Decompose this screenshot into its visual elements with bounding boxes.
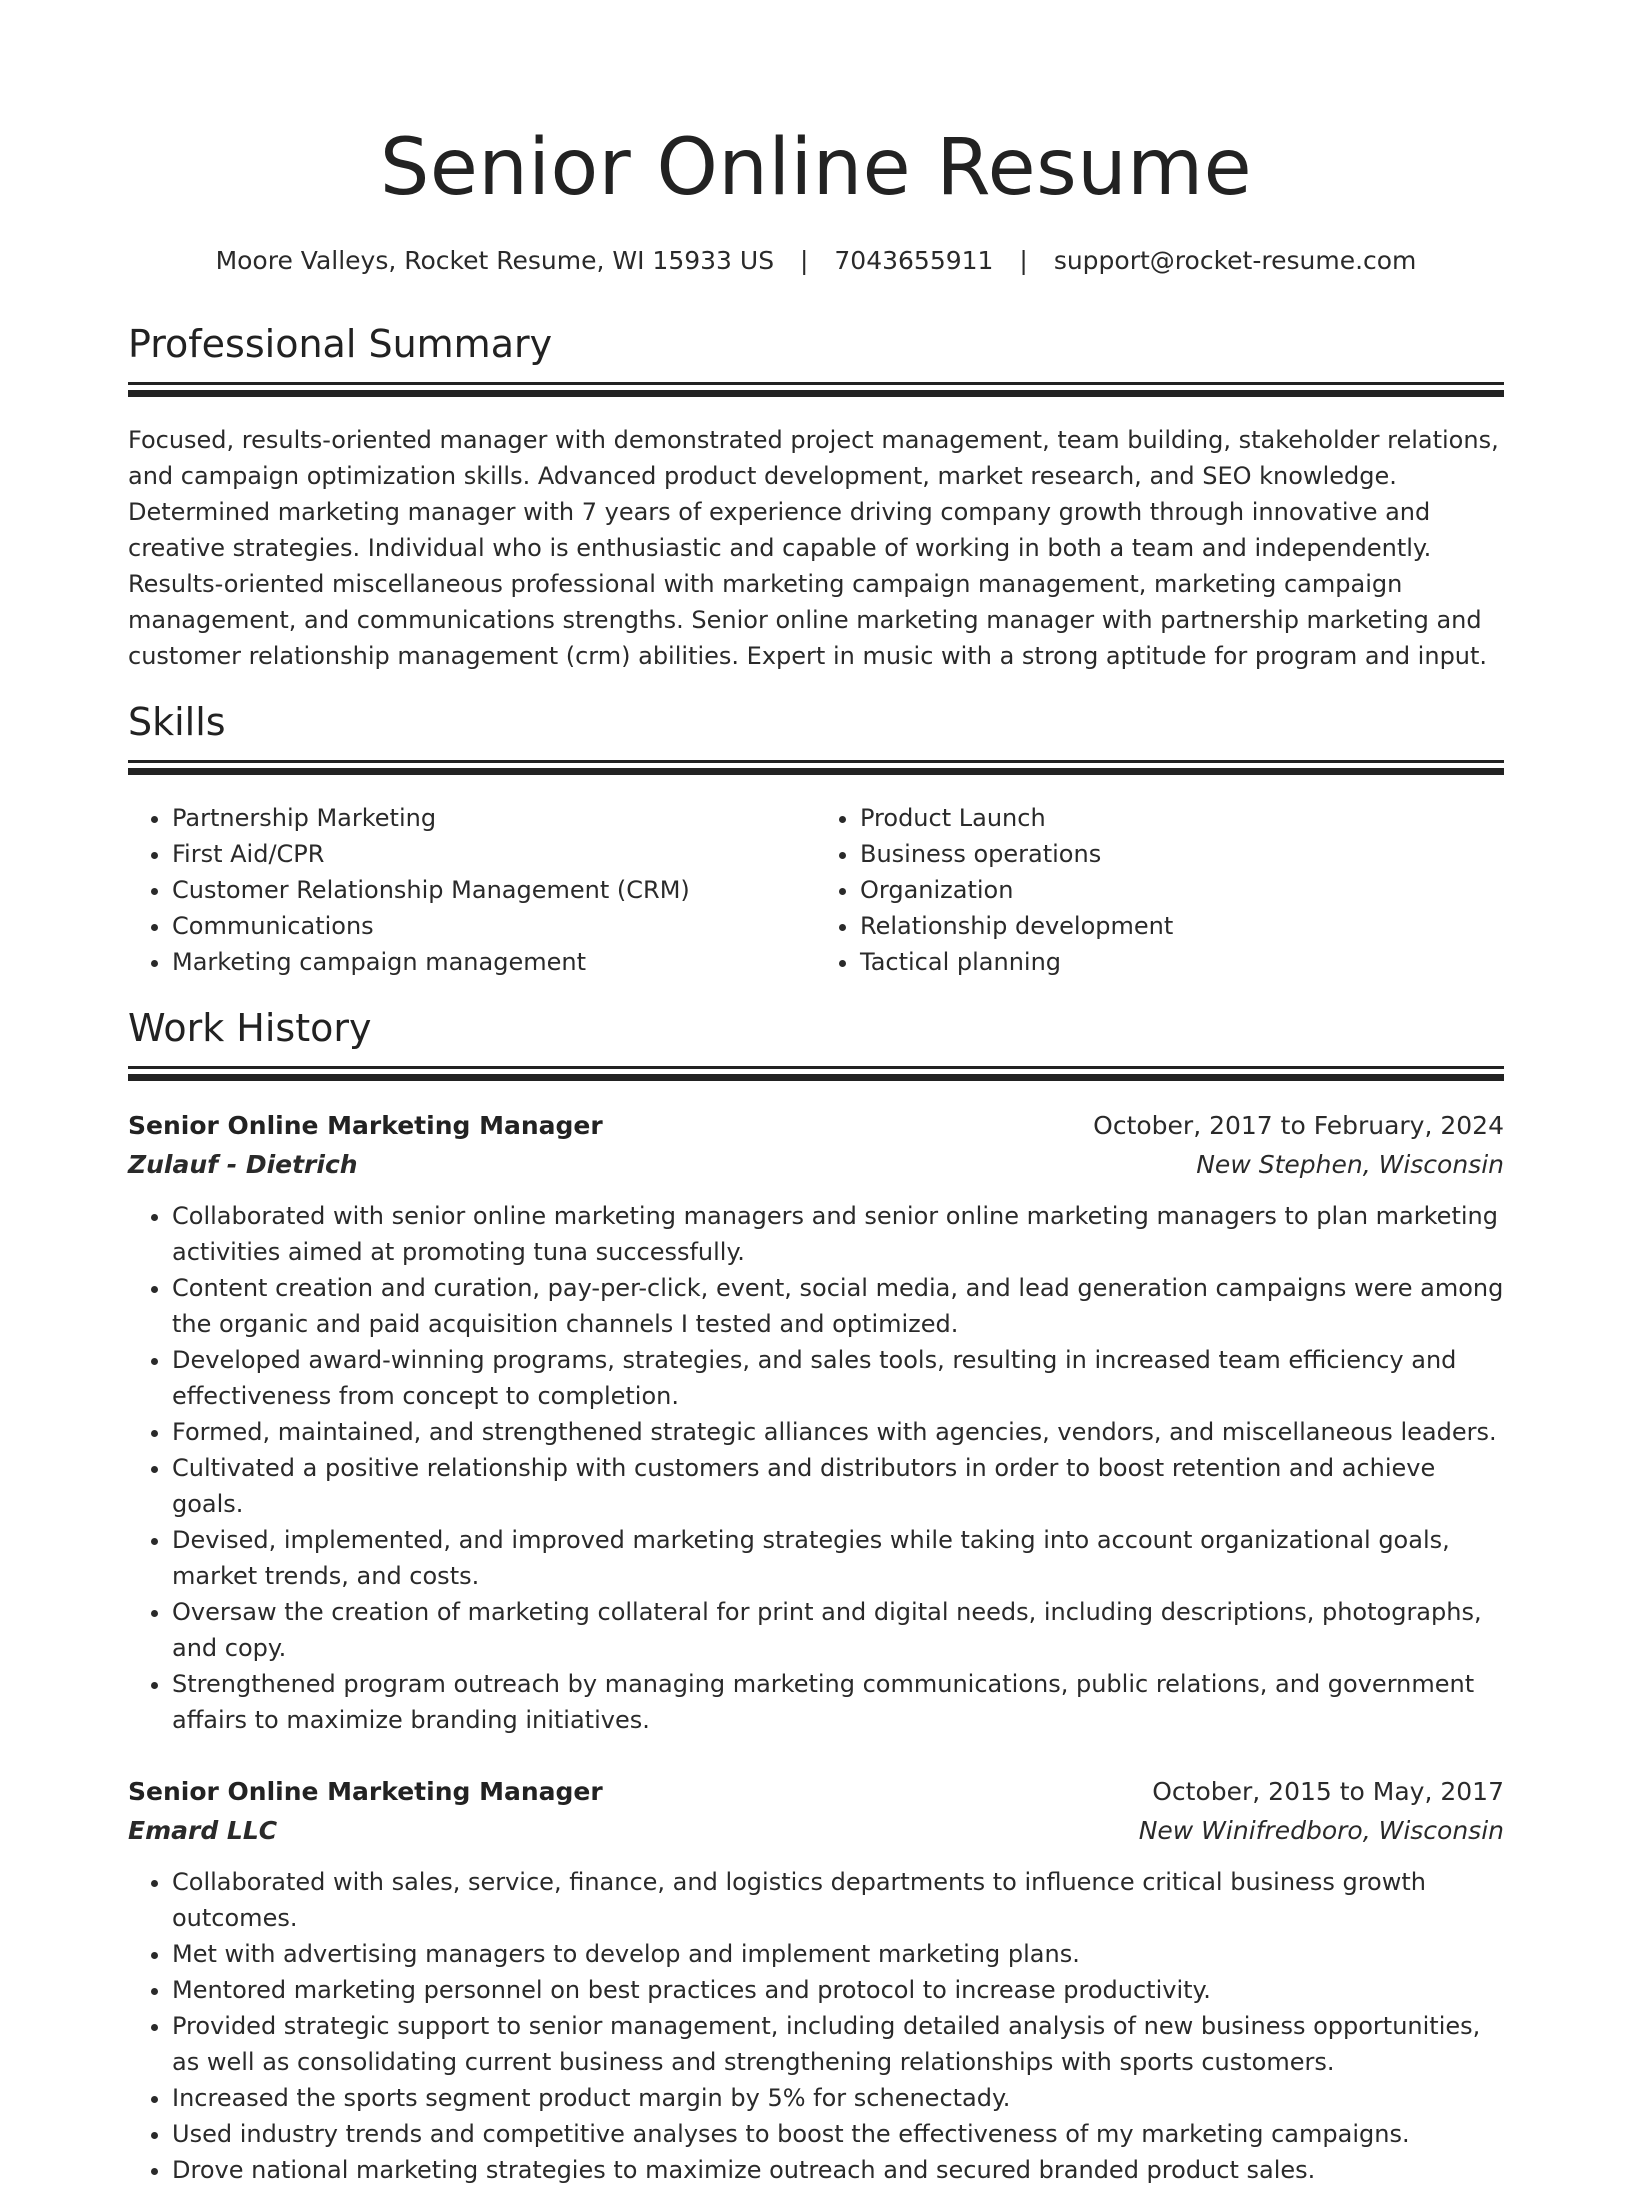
job-dates: October, 2015 to May, 2017 xyxy=(1152,1777,1504,1806)
work-section xyxy=(128,1002,1504,2188)
job-title: Senior Online Marketing Manager xyxy=(128,1111,603,1140)
job-company: Zulauf - Dietrich xyxy=(128,1150,358,1179)
skill-item: • Tactical planning xyxy=(860,944,1504,980)
contact-email: support@rocket-resume.com xyxy=(1053,246,1417,275)
work-title: Work History xyxy=(128,1006,372,1050)
job-bullet: • Devised, implemented, and improved marketing strategies while taking into account organizational goals, market trends, and costs. xyxy=(172,1522,1504,1594)
job-bullets xyxy=(128,1198,1504,1738)
contact-separator: | xyxy=(1019,246,1028,275)
skill-item: • First Aid/CPR xyxy=(172,836,816,872)
skill-item: • Partnership Marketing xyxy=(172,800,816,836)
job-bullet: • Used industry trends and competitive analyses to boost the effectiveness of my marketing campaigns. xyxy=(172,2116,1504,2152)
job-subheader xyxy=(128,1812,1504,1850)
contact-separator: | xyxy=(800,246,809,275)
job-bullets xyxy=(128,1864,1504,2188)
job-subheader xyxy=(128,1146,1504,1184)
summary-title: Professional Summary xyxy=(128,322,553,366)
skills-title: Skills xyxy=(128,700,226,744)
contact-phone: 7043655911 xyxy=(834,246,994,275)
skill-item: • Marketing campaign management xyxy=(172,944,816,980)
job-location: New Winifredboro, Wisconsin xyxy=(1138,1816,1504,1845)
job-header xyxy=(128,1772,1504,1812)
skills-list xyxy=(128,800,1504,980)
skill-item: • Product Launch xyxy=(860,800,1504,836)
skill-item: • Organization xyxy=(860,872,1504,908)
job-bullet: • Drove national marketing strategies to maximize outreach and secured branded product sales. xyxy=(172,2152,1504,2188)
contact-address: Moore Valleys, Rocket Resume, WI 15933 US xyxy=(215,246,775,275)
section-divider xyxy=(128,382,1504,404)
job-bullet: • Formed, maintained, and strengthened strategic alliances with agencies, vendors, and miscellaneous leaders. xyxy=(172,1414,1504,1450)
contact-line xyxy=(128,244,1504,278)
skills-column-right xyxy=(816,800,1504,980)
skill-item: • Business operations xyxy=(860,836,1504,872)
section-divider xyxy=(128,760,1504,782)
job-bullet: • Collaborated with senior online marketing managers and senior online marketing managers to plan marketing activities aimed at promoting tuna successfully. xyxy=(172,1198,1504,1270)
job-title: Senior Online Marketing Manager xyxy=(128,1777,603,1806)
skill-item: • Relationship development xyxy=(860,908,1504,944)
job-bullet: • Mentored marketing personnel on best practices and protocol to increase productivity. xyxy=(172,1972,1504,2008)
candidate-name: Senior Online Resume xyxy=(379,123,1253,213)
job-dates: October, 2017 to February, 2024 xyxy=(1093,1111,1504,1140)
job-bullet: • Cultivated a positive relationship with customers and distributors in order to boost retention and achieve goals. xyxy=(172,1450,1504,1522)
job-bullet: • Content creation and curation, pay-per-click, event, social media, and lead generation campaigns were among the organic and paid acquisition channels I tested and optimized. xyxy=(172,1270,1504,1342)
job-entry xyxy=(128,1772,1504,2188)
job-bullet: • Provided strategic support to senior management, including detailed analysis of new business opportunities, as well as consolidating current business and strengthening relationships with sports customers. xyxy=(172,2008,1504,2080)
skills-column-left xyxy=(128,800,816,980)
job-bullet: • Increased the sports segment product margin by 5% for schenectady. xyxy=(172,2080,1504,2116)
section-divider xyxy=(128,1066,1504,1088)
job-header xyxy=(128,1106,1504,1146)
skill-item: • Customer Relationship Management (CRM) xyxy=(172,872,816,908)
job-entry xyxy=(128,1106,1504,1738)
job-location: New Stephen, Wisconsin xyxy=(1196,1150,1504,1179)
summary-section xyxy=(128,318,1504,674)
skill-item: • Communications xyxy=(172,908,816,944)
job-company: Emard LLC xyxy=(128,1816,278,1845)
job-bullet: • Collaborated with sales, service, finance, and logistics departments to influence critical business growth outcomes. xyxy=(172,1864,1504,1936)
job-bullet: • Met with advertising managers to develop and implement marketing plans. xyxy=(172,1936,1504,1972)
job-bullet: • Oversaw the creation of marketing collateral for print and digital needs, including descriptions, photographs, and copy. xyxy=(172,1594,1504,1666)
job-bullet: • Developed award-winning programs, strategies, and sales tools, resulting in increased team efficiency and effectiveness from concept to completion. xyxy=(172,1342,1504,1414)
skills-section xyxy=(128,696,1504,980)
summary-text: Focused, results-oriented manager with demonstrated project management, team building, stakeholder relations, and campaign optimization skills. Advanced product development, market research, and SEO knowledge. Determined marketing manager with 7 years of experience driving company growth through innovative and creative strategies. Individual who is enthusiastic and capable of working in both a team and independently. Results-oriented miscellaneous professional with marketing campaign management, marketing campaign management, and communications strengths. Senior online marketing manager with partnership marketing and customer relationship management (crm) abilities. Expert in music with a strong aptitude for program and input. xyxy=(128,426,1499,670)
job-bullet: • Strengthened program outreach by managing marketing communications, public relations, and government affairs to maximize branding initiatives. xyxy=(172,1666,1504,1738)
